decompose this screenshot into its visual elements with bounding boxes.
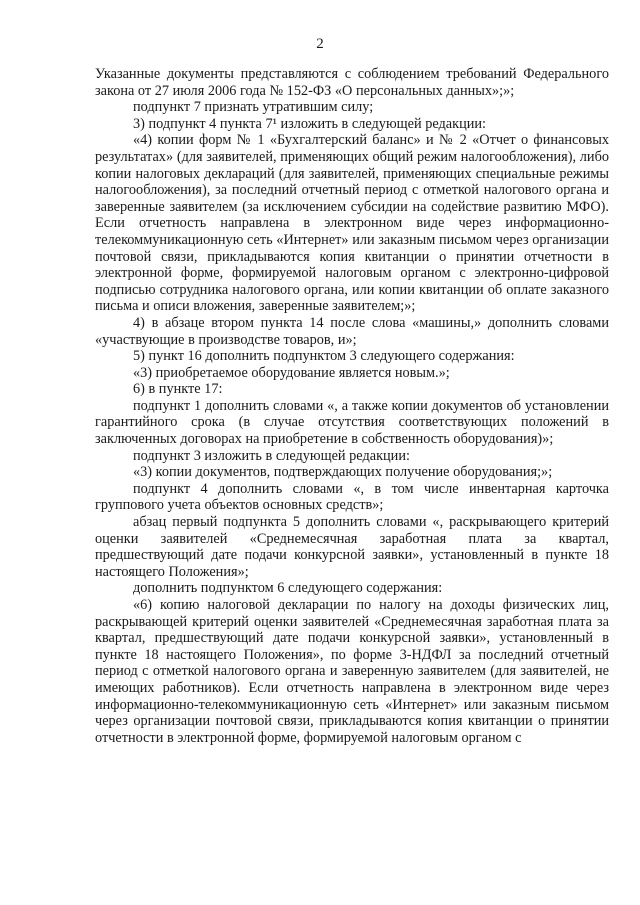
paragraph: «3) приобретаемое оборудование является новым.»; — [133, 364, 450, 381]
paragraph: «3) копии документов, подтверждающих получение оборудования;»; — [133, 464, 553, 481]
paragraph: 6) в пункте 17: — [133, 381, 223, 398]
paragraph: подпункт 3 изложить в следующей редакции: — [133, 447, 410, 464]
paragraph: дополнить подпунктом 6 следующего содержания: — [133, 580, 443, 597]
paragraph: подпункт 7 признать утратившим силу; — [133, 99, 374, 116]
paragraph: Указанные документы представляются с соблюдением требований Федерального закона от 27 июля 2006 года № 152-ФЗ «О персональных данных»;»; — [95, 66, 609, 99]
paragraph: 3) подпункт 4 пункта 7¹ изложить в следующей редакции: — [133, 115, 486, 132]
document-body — [95, 66, 609, 746]
paragraph: подпункт 4 дополнить словами «, в том числе инвентарная карточка группового учета объектов основных средств»; — [95, 480, 609, 514]
paragraph: «6) копию налоговой декларации по налогу на доходы физических лиц, раскрывающей критерий оценки заявителей «Среднемесячная заработная плата за квартал, предшествующий дате подачи конкурсной заявки», установленный в пункте 18 настоящего Положения», по форме 3-НДФЛ за последний отчетный период с отметкой налогового органа и заверенную заявителем (для заявителей, не имеющих работников). Если отчетность направлена в электронном виде через информационно-телекоммуникационную сеть «Интернет» или заказным письмом через организации почтовой связи, прикладываются копия квитанции о принятии отчетности в электронной форме, формируемой налоговым органом с — [95, 597, 609, 746]
paragraph: «4) копии форм № 1 «Бухгалтерский баланс» и № 2 «Отчет о финансовых результатах» (для заявителей, применяющих общий режим налогообложения), либо копии налоговых деклараций (для заявителей, применяющих специальные режимы налогообложения), за последний отчетный период с отметкой налогового органа и заверенные заявителем (за исключением субсидии на содействие развитию МФО). Если отчетность направлена в электронном виде через информационно-телекоммуникационную сеть «Интернет» или заказным письмом через организации почтовой связи, прикладываются копия квитанции о принятии отчетности в электронной форме, формируемой налоговым органом с электронно-цифровой подписью сотрудника налогового органа, или копии квитанции об оплате заказного письма и описи вложения, заверенные заявителем;»; — [95, 132, 609, 315]
paragraph: абзац первый подпункта 5 дополнить словами «, раскрывающего критерий оценки заявителей «Среднемесячная заработная плата за квартал, предшествующий дате подачи конкурсной заявки», установленный в пункте 18 настоящего Положения»; — [95, 514, 609, 580]
paragraph: подпункт 1 дополнить словами «, а также копии документов об установлении гарантийного срока (в случае отсутствия соответствующих положений в заключенных договорах на приобретение в собственность оборудования)»; — [95, 397, 609, 448]
paragraph: 4) в абзаце втором пункта 14 после слова «машины,» дополнить словами «участвующие в производстве товаров, и»; — [95, 314, 609, 348]
page-number: 2 — [316, 36, 324, 52]
paragraph: 5) пункт 16 дополнить подпунктом 3 следующего содержания: — [133, 348, 515, 365]
